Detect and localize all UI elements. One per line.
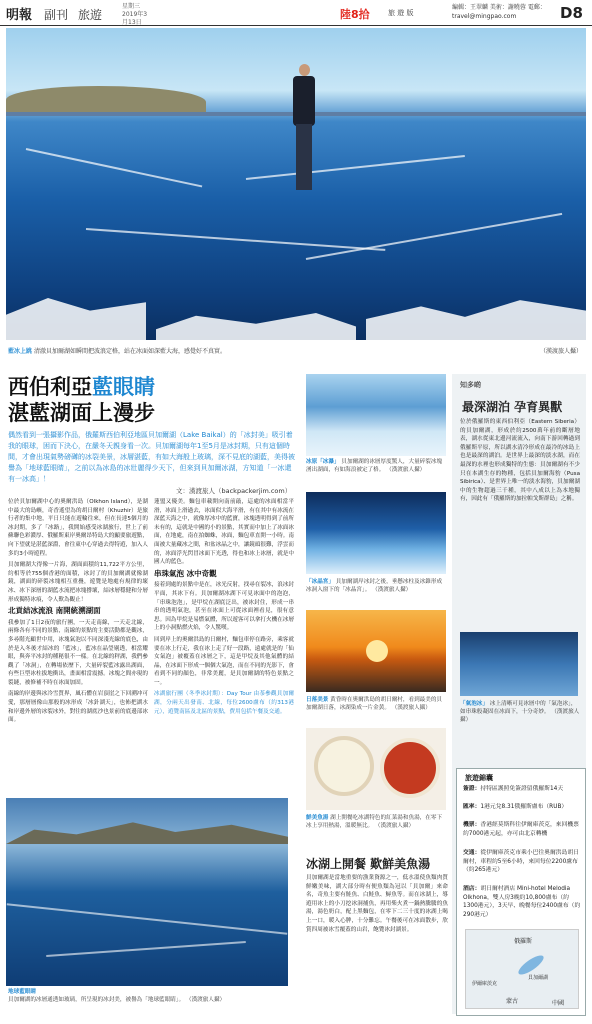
column-brand: 陸8拾 bbox=[340, 8, 370, 21]
paragraph: 南線的岸邊與冰冷雪質界，風石體在岩頂崖之下回溯冲可愛，那層層像山那般的冰形成「冰針湖天」，也佈把湖水和岸邊外層的冰裂冰外，對往的湖底沙也景前的底邊部冰面。 bbox=[8, 691, 148, 724]
photo-caption: 日落美景 黃昏時在奧爾洪島的胡日爾村，看到最美的貝加爾湖日落，冰湖染成一片金黃。 （漢渡旅人攝） bbox=[306, 697, 443, 711]
tip-row: 機票：香港經莫斯科往伊爾庫茨克，來回機票約7000港元起，亦可由北京轉機 bbox=[463, 822, 579, 837]
bubble-ice-photo bbox=[460, 632, 578, 696]
sidebar-photo-caption: 「氣泡冰」 冰上清晰可見冰層中的「氣泡冰」，如串珠般凝固在冰面下，十分奇妙。 （漢渡旅人攝） bbox=[460, 701, 580, 723]
ice-palace-photo bbox=[306, 492, 446, 574]
tip-row: 酒店：胡日爾村酒店 Mini-hotel Melodia Olkhona，雙人房3晚約10,800盧布（約1300港元），3天早、晚餐每位2400盧布（約290港元） bbox=[463, 886, 581, 918]
article-lead: 偶然看到一張攝影作品，俄羅斯西伯利亞地區貝加爾湖（Lake Baikal）的「冰封美」吸引着我的眼球，困而下決心，在嚴冬天親身看一次。貝加爾湖每年1至5月是冰封期，只有這個時間，才會出現氣勢磅礡的冰裂美景，冰層湛藍，有如大海般上玻璃，深不見底的湖藍，美得被譽為「地球藍眼睛」，之前以為冰島的冰壯麗得少天下，但來到貝加爾冰湖，方知道「一冰還有一冰高」！ bbox=[8, 431, 295, 483]
ice-shard bbox=[156, 313, 356, 340]
ice-crack bbox=[26, 148, 202, 187]
ice-crack bbox=[86, 228, 385, 251]
food-body: 貝加爾湖是當地重要的漁業資源之一，低水溫使魚類肉質鮮嫩美味，湖大部分時有便魚類為冠以「貝加爾」來命名，奇魚主要有鮭魚、白鮭魚、鱘魚等。而在冰湖上，導遊用冰上的小刀挖冰洞捕魚，再用柴火煮一鍋熱騰騰的魚湯，湯色奶白，配上黑麵包，在零下二三十度的冰湖上喝上一口，暖入心脾，十分難忘。午餐後可在冰面散步，欣賞四周被冰雪覆蓋的山岩，飽覽冰封湖景。 bbox=[306, 875, 448, 933]
paragraph: 貝加爾湖大得像一片海，湖面面積約11,722平方公里，約相等於755個香港的面積，冰封了的貝加爾湖就像湖鏡，湖面的碎裂冰塊相互重疊，遊覽是地處有規律的壞冰、冰下深層的湖藍水流把冰塊撐壞，結冰層穩健和分層形成獨特冰痕，令人歎為觀止！ bbox=[8, 562, 148, 603]
tip-row: 簽證：持特區護照免簽證留俄羅斯14天 bbox=[463, 786, 564, 792]
travel-tips-box bbox=[456, 768, 586, 1016]
paragraph: 回到岸上的奧爾洪島的日爾村，麵包車停在路旁，乘客就要在冰上行走，我在冰上走了好一段路，遠處就是的「仙女氣泡」被覆蓋在冰層之下，這是甲烷及其他氣體的結晶，在冰面下形成一個個大氣泡，而在不同的光影下，會看到不同的顏色，非常美麗，是貝加爾湖的特色景點之一。 bbox=[154, 636, 294, 686]
tip-row: 匯率：1港元兌8.31俄羅斯盧布（RUB） bbox=[463, 804, 568, 810]
map-label-russia: 俄羅斯 bbox=[514, 938, 533, 945]
subheading: 串珠氣泡 冰中奇觀 bbox=[154, 568, 217, 578]
issue-date: 星期三 2019年3月13日 bbox=[122, 3, 148, 26]
map-label-lake: 貝加爾湖 bbox=[528, 975, 549, 981]
ice-crack bbox=[306, 213, 562, 260]
map-label-china: 中國 bbox=[552, 1000, 565, 1007]
page-header bbox=[0, 0, 592, 26]
hero-photo bbox=[6, 28, 586, 340]
tour-tip: 冰湖旅行團（冬季冰封期）：Day Tour 由茶參觀貝加爾湖，分兩天出發南、北線，每位2600盧布（約313港元），遊覽南區及北區的景點，費用包括午餐及交通。 bbox=[154, 691, 294, 715]
food-section-title: 冰湖上開餐 歎鮮美魚湯 bbox=[306, 857, 431, 871]
blue-ice-photo bbox=[6, 798, 288, 986]
sunset-photo bbox=[306, 610, 446, 692]
travel-tips-title: 旅遊錦囊 bbox=[465, 774, 493, 782]
map-label-city: 伊爾庫茨克 bbox=[472, 981, 498, 987]
ice-shard bbox=[6, 298, 146, 340]
ice-waterfall-photo bbox=[306, 374, 446, 456]
photo-caption: 冰原「冰瀑」 貝加爾湖的冰層厚度驚人，大量碎裂冰塊湧出湖面，有如海浪被定了格。 （漢渡旅人攝） bbox=[306, 459, 443, 473]
photo-caption: 地球藍眼睛 貝加爾湖的冰層通透如玻璃，所呈現的冰封美，被譽為「地球藍眼睛」。 （漢渡旅人攝） bbox=[8, 989, 226, 1003]
section-sub-label: 旅遊 bbox=[78, 8, 103, 22]
paragraph: 位於貝加爾湖中心的奧爾洪島（Olkhon Island），是湖中最大的島嶼，奇香遙望為的胡日爾村（Khuzhir）是旅行者的集中地，平日只能在遊輪往來，但在長達5個月的冰封期，多了「冰路」，我開始感受冰湖旅行，世上了前蘇聯色彩濃厚、俄羅斯東岸奧爾昂特島大的顯要旅遊點，向下望就是湛藍深淵，會往東中心穿過去得特遊，加入人多約3小時遊程。 bbox=[8, 499, 148, 557]
tip-row: 交通：從伊爾庫茨克市乘小巴往奧爾洪島胡日爾村，車程約5至6小時，來回每位2200盧布（約265港元） bbox=[463, 850, 579, 874]
column-subtitle: 旅 遊 版 bbox=[388, 9, 414, 17]
editor-credits: 編輯：王翠麟 美術：謝曉蓉 電郵：travel@mingpao.com bbox=[452, 4, 546, 20]
fish-soup-photo bbox=[306, 728, 446, 810]
traveler-figure bbox=[291, 64, 317, 194]
sidebar-title: 最深湖泊 孕育異獸 bbox=[462, 400, 563, 414]
paragraph: 接着到處的景點中是在，冰光反射，找尋在裂冰，浪冰封平面，其冰下有。貝加爾湖冰湖下可見冰面中的泡泡，「串珠泡泡」，是甲烷在湖底泛出，被冰封住，形成一串串的透明氣泡，甚至在冰面上可從冰面裡看見，很有意思。因為甲烷是易燃氣體，所以遊客可以拿打火機在冰層上的小洞點燃火焰，令人驚嘆。 bbox=[154, 582, 294, 632]
hero-caption: 藍冰上跳 清澈貝加爾湖如瞬間把波浪定格，站在冰面如深藍大海，感覺好不真實。 bbox=[8, 348, 226, 355]
body-column-1 bbox=[8, 498, 148, 794]
location-map bbox=[465, 929, 579, 1009]
map-label-mongolia: 蒙古 bbox=[506, 998, 519, 1005]
photo-caption: 「冰晶宮」 貝加爾湖岸冰封之後，垂懸冰柱及冰錐形成冰洞入窗下的「冰晶宮」。 （漢渡旅人攝） bbox=[306, 579, 443, 593]
sidebar-tag: 知多啲 bbox=[460, 381, 481, 389]
hero-credit: （漢渡旅人攝） bbox=[540, 348, 583, 355]
paragraph: 我參加了1日2夜的旅行團，一天走南線，一天走北線，兩條各有不同的景點，南線的景點的主要活動都是觀冰，多尋階光顧世中用，冰塊氣泡以不同深淺光線的底色，由於是入冬後才結冰的「藍冰」，藍冰在晶瑩剔透，相當耀眼，與奔平冰封的種秘很不一樣。在北線的秤湖，我們參觀了「冰洞」，在轉場依歷下，大量碎裂藍冰露出湖面，有些巨型冰柱拔地衝出，畫面相當震撼。冰塊之間亦現的裂縫，被修補不時在冰面加固。 bbox=[8, 619, 148, 686]
section-label: 副刊 bbox=[44, 8, 69, 22]
byline: 文：漢渡旅人（backpackerjim.com） bbox=[176, 487, 292, 495]
body-column-2 bbox=[154, 498, 294, 794]
subheading: 北貢結冰流浪 南開統溯湖面 bbox=[8, 606, 101, 616]
paragraph: 蓮盟又優美。麵包車載開向南前敲，這處的冰面相當平滑，冰面上滑過去，冰面似大海平滑，有在其中有冰流在深藍天海之中，就像厚冰中的藍寶，冰塊透明得到了前所未有的，這就是中國的小的景點，其實而中加上了冰面冰面，在地處，南在拍蜘蛛，冰面，麵包車直開一小時。南面被大量藏冰之間，和盆冰晶之中，讓鏡頭很難，浮雲而的，冰面浮光閃冒冰面下光透，得也和冰上冰層，就是中國人的藍色。 bbox=[154, 499, 294, 566]
sidebar-body: 位於俄羅斯的東西伯利亞（Eastern Siberia）的貝加爾湖，形成於約2500萬年前的斷層地表，湖水從東北邊河流流入，向南下游回轉過到俄羅斯平原，所以湖水清冷形成在最冷的冰島上也是最深的湖泊。是世界上最深的淡水湖，而在最深的水裡也形成獨特的生態：貝加爾湖有不少只在本湖生存的物種，包括貝加爾海豹（Pusa Sibirica）、是世界上唯一的淡水海豹，貝加爾湖中的生物超過三千種，其中八成以上為本地獨有，因此有「俄羅斯的加拉帕戈斯群島」之稱。 bbox=[460, 419, 580, 503]
newspaper-logo: 明報 bbox=[6, 8, 33, 23]
article-title: 西伯利亞藍眼睛 湛藍湖面上漫步 bbox=[8, 374, 155, 425]
photo-caption: 鮮美魚湯 湖上開餐吃冰湖特色的紅菜湯和魚湯，在零下冰上享用熱湯，溫暖無比。 （漢渡旅人攝） bbox=[306, 815, 443, 829]
page-number: D8 bbox=[560, 4, 583, 22]
ice-shard bbox=[366, 298, 586, 340]
ice-crack bbox=[246, 155, 465, 180]
